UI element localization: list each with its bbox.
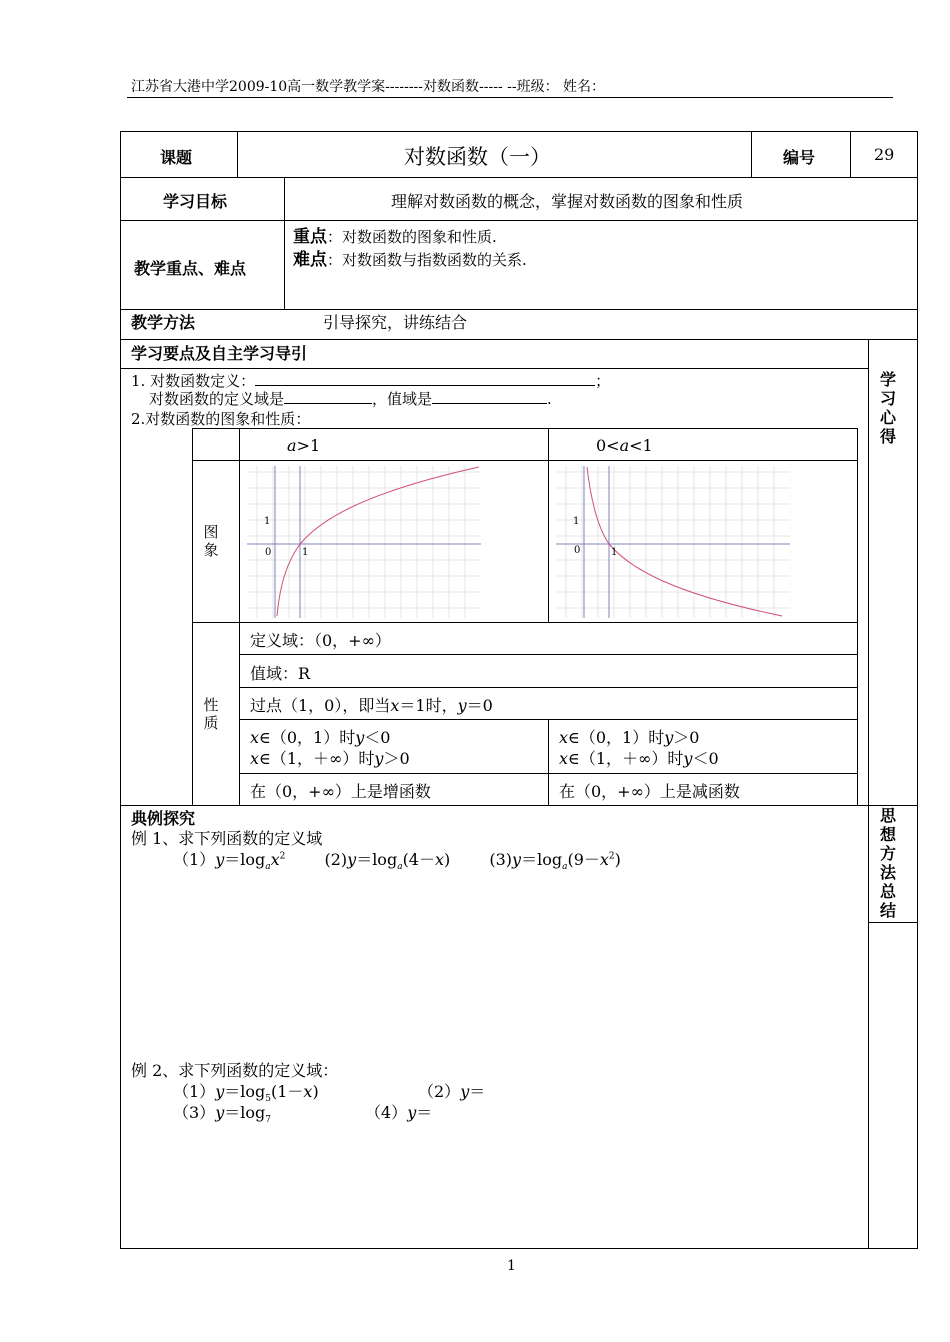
vertical-char: 学 [879,370,896,389]
vertical-char: 思 [879,806,896,825]
def-blank[interactable] [255,371,595,386]
method-value: 引导探究，讲练结合 [323,313,468,332]
difficult-text: ：对数函数与指数函数的关系. [327,251,527,269]
section2-side-empty-cell [868,922,918,1249]
pt-head-a-gt-1 [239,428,549,461]
section1-title: 学习要点及自主学习导引 [131,344,308,363]
sign-left-1: x∈（0，1）时y＜0 [250,728,391,747]
guide-line1: 1. 对数函数定义： ； [131,372,611,390]
number-label: 编号 [783,148,816,167]
example2-heading: 例 2、求下列函数的定义域： [131,1061,339,1080]
section2-side-label [878,806,898,920]
keypoint-label: 教学重点、难点 [134,259,247,278]
example1-items: $(1)y=\log_ax^2$ $(2)y=\log_a(4-x)$ $(3)y=\log_a(9-x^2)$ [173,850,621,873]
key-text: ：对数函数的图象和性质. [327,228,497,246]
property-label [201,696,221,732]
pass-point-text: 过点（1，0），即当x＝1时，y＝0 [250,696,493,715]
example2-item4: （4）y＝ [365,1103,433,1122]
topic-label: 课题 [160,148,193,167]
example2-item3: $(3)y=\log_7$ [173,1103,271,1126]
key-label: 重点 [293,227,327,247]
section1-side-label [878,370,898,446]
pt-range-cell [239,654,858,688]
mono-left-text: 在（0，+∞）上是增函数 [250,782,431,801]
graph-label [201,523,221,559]
pt-head-a-lt-1 [548,428,858,461]
number-value: 29 [874,145,895,164]
mono-right-text: 在（0，+∞）上是减函数 [559,782,740,801]
header-rule [127,97,893,98]
graph-grid [556,466,790,618]
def-label: 1. 对数函数定义： [131,372,256,390]
vertical-char: 心 [879,408,896,427]
cond-a-lt-1: 0<a<1 [596,436,653,455]
graph-decreasing [556,466,790,618]
vertical-char: 图 [203,523,219,541]
example1-heading: 例 1、求下列函数的定义域 [131,829,323,848]
vertical-char: 结 [879,901,896,920]
guide-line3: 2.对数函数的图象和性质： [131,410,311,428]
vertical-char: 习 [879,389,896,408]
graph-increasing [247,466,481,618]
tick-label: 1 [611,547,618,558]
difficult-point-line [293,245,527,270]
vertical-char: 质 [203,714,219,732]
vertical-char: 得 [879,427,896,446]
example2-item1: $(1)y=\log_5(1-x)$ [173,1082,319,1105]
graph-grid [247,466,481,618]
example2-item2: （2）y＝ [418,1082,486,1101]
origin-label: 0 [574,545,581,556]
vertical-char: 总 [879,882,896,901]
sign-right-1: x∈（0，1）时y＞0 [559,728,700,747]
method-label: 教学方法 [131,313,196,332]
vertical-char: 象 [203,541,219,559]
domain-label: 对数函数的定义域是 [149,390,285,408]
goal-label: 学习目标 [163,192,228,211]
vertical-char: 性 [203,696,219,714]
range-label: ，值域是 [372,390,433,408]
tick-label: 1 [302,547,309,558]
cond-a-gt-1: a>1 [287,436,321,455]
origin-label: 0 [265,547,272,558]
key-point-line [293,222,497,247]
pt-corner-cell [192,428,240,461]
goal-value: 理解对数函数的概念，掌握对数函数的图象和性质 [391,192,744,211]
tick-label: 1 [573,516,580,527]
range-text: 值域：R [250,664,311,683]
sign-right-2: x∈（1，＋∞）时y＜0 [559,749,719,768]
vertical-char: 法 [879,863,896,882]
sign-left-2: x∈（1，＋∞）时y＞0 [250,749,410,768]
log-curve-decreasing [587,467,782,616]
page-header: 江苏省大港中学2009-10高一数学教学案--------对数函数----- --班级： 姓名： [131,79,606,95]
page-number: 1 [507,1258,516,1274]
lesson-title: 对数函数（一） [404,145,551,169]
domain-text: 定义域：（0，+∞） [250,631,391,650]
vertical-char: 方 [879,844,896,863]
difficult-label: 难点 [293,250,327,270]
tick-label: 1 [264,516,271,527]
section2-title: 典例探究 [131,809,196,828]
range-blank[interactable] [432,389,547,404]
vertical-char: 想 [879,825,896,844]
domain-blank[interactable] [284,389,372,404]
guide-line2: 对数函数的定义域是 ，值域是 . [149,390,552,408]
